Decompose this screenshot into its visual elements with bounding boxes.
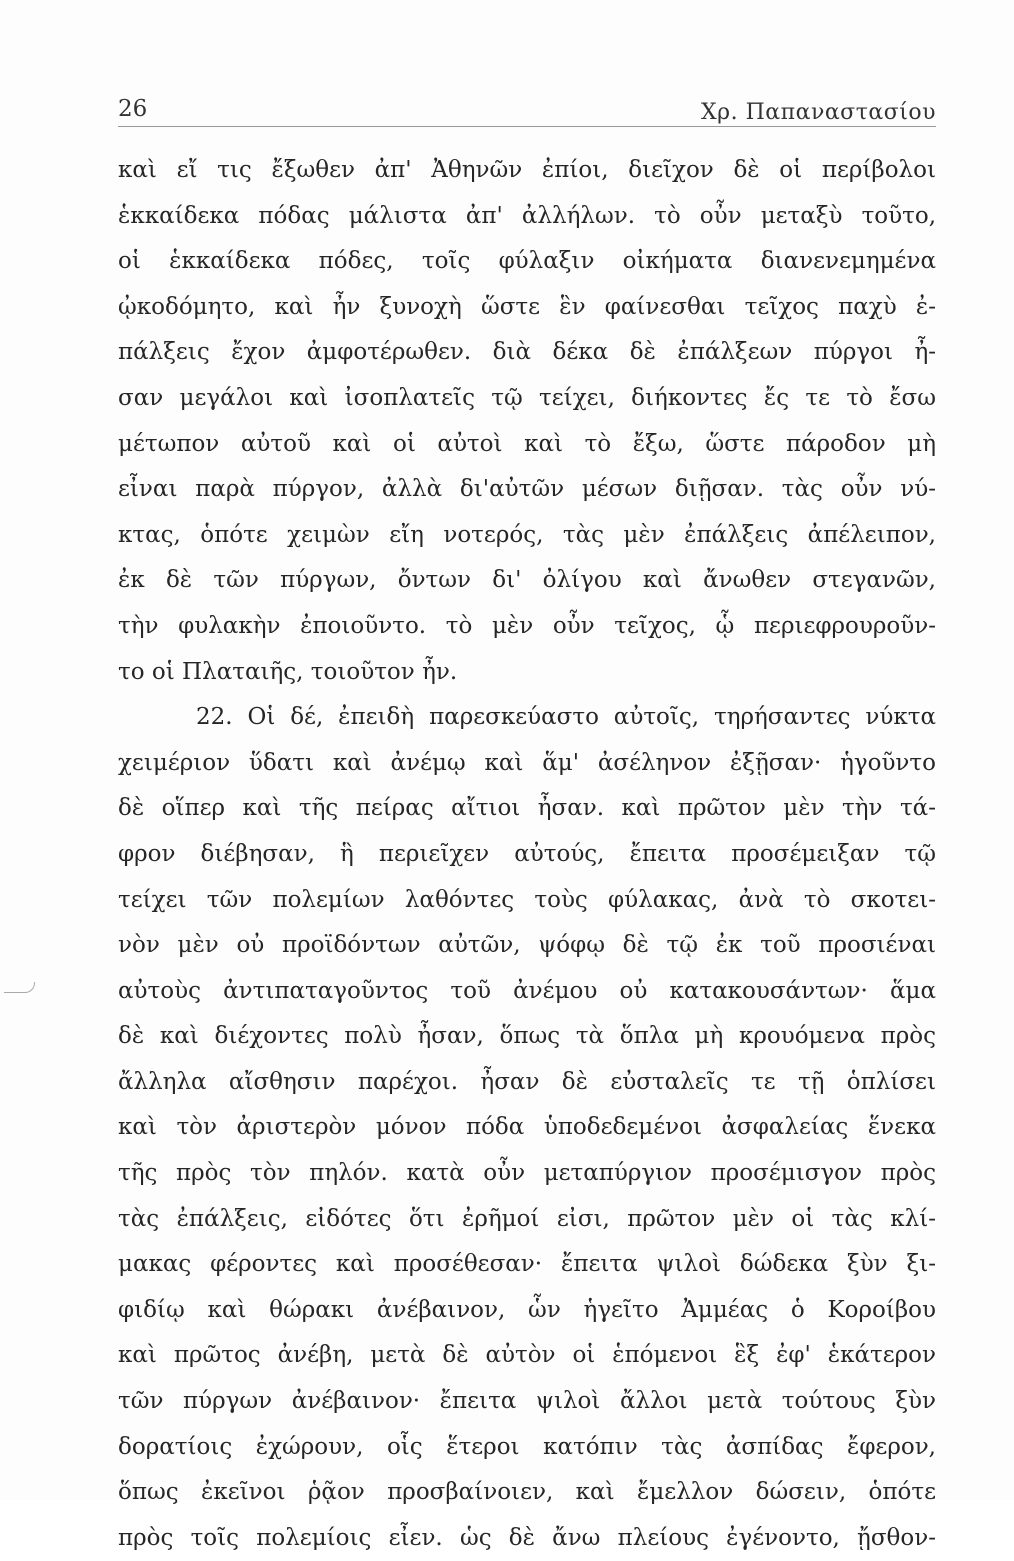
text-line: ἄλληλα αἴσθησιν παρέχοι. ἦσαν δὲ εὐσταλεῖς τε τῇ ὁπλίσει — [118, 1068, 936, 1095]
margin-pencil-mark — [4, 982, 35, 993]
page-number: 26 — [118, 96, 148, 122]
text-line: φιδίῳ καὶ θώρακι ἀνέβαινον, ὧν ἡγεῖτο Ἀμμέας ὁ Κοροίβου — [118, 1296, 936, 1323]
text-line: τὴν φυλακὴν ἐποιοῦντο. τὸ μὲν οὖν τεῖχος, ᾧ περιεφρουροῦν- — [118, 612, 936, 639]
text-line: καὶ τὸν ἀριστερὸν μόνον πόδα ὑποδεδεμένοι ἀσφαλείας ἕνεκα — [118, 1114, 936, 1141]
text-line: μακας φέροντες καὶ προσέθεσαν· ἔπειτα ψιλοὶ δώδεκα ξὺν ξι- — [118, 1251, 936, 1278]
text-line: τῶν πύργων ἀνέβαινον· ἔπειτα ψιλοὶ ἄλλοι μετὰ τούτους ξὺν — [118, 1388, 936, 1415]
text-line: αὐτοὺς ἀντιπαταγοῦντος τοῦ ἀνέμου οὐ κατακουσάντων· ἅμα — [118, 977, 936, 1004]
text-line: τῆς πρὸς τὸν πηλόν. κατὰ οὖν μεταπύργιον προσέμισγον πρὸς — [118, 1160, 936, 1187]
paragraph-2 — [118, 695, 936, 1561]
text-line: μέτωπον αὐτοῦ καὶ οἱ αὐτοὶ καὶ τὸ ἔξω, ὥστε πάροδον μὴ — [118, 430, 936, 457]
text-line: πάλξεις ἔχον ἀμφοτέρωθεν. διὰ δέκα δὲ ἐπάλξεων πύργοι ἦ- — [118, 339, 936, 366]
paragraph-1 — [118, 148, 936, 695]
text-line: καὶ εἴ τις ἔξωθεν ἀπ' Ἀθηνῶν ἐπίοι, διεῖχον δὲ οἱ περίβολοι — [118, 157, 936, 183]
running-head: Χρ. Παπαναστασίου — [701, 100, 936, 125]
text-line: τείχει τῶν πολεμίων λαθόντες τοὺς φύλακας, ἀνὰ τὸ σκοτει- — [118, 886, 936, 913]
text-line: σαν μεγάλοι καὶ ἰσοπλατεῖς τῷ τείχει, διήκοντες ἔς τε τὸ ἔσω — [118, 384, 936, 411]
text-line: οἱ ἑκκαίδεκα πόδες, τοῖς φύλαξιν οἰκήματα διανενεμημένα — [118, 248, 936, 275]
text-line: ᾠκοδόμητο, καὶ ἦν ξυνοχὴ ὥστε ἓν φαίνεσθαι τεῖχος παχὺ ἐ- — [118, 293, 936, 320]
text-line: ὅπως ἐκεῖνοι ῥᾷον προσβαίνοιεν, καὶ ἔμελλον δώσειν, ὁπότε — [118, 1479, 936, 1506]
text-line: ἑκκαίδεκα πόδας μάλιστα ἀπ' ἀλλήλων. τὸ οὖν μεταξὺ τοῦτο, — [118, 202, 936, 229]
text-line: κτας, ὁπότε χειμὼν εἴη νοτερός, τὰς μὲν ἐπάλξεις ἀπέλειπον, — [118, 521, 936, 548]
text-line: χειμέριον ὕδατι καὶ ἀνέμῳ καὶ ἅμ' ἀσέληνον ἐξῇσαν· ἡγοῦντο — [118, 749, 936, 776]
text-line: ἐκ δὲ τῶν πύργων, ὄντων δι' ὀλίγου καὶ ἄνωθεν στεγανῶν, — [118, 567, 936, 594]
text-line: καὶ πρῶτος ἀνέβη, μετὰ δὲ αὐτὸν οἱ ἑπόμενοι ἓξ ἐφ' ἑκάτερον — [118, 1342, 936, 1369]
text-line: νὸν μὲν οὐ προϊδόντων αὐτῶν, ψόφῳ δὲ τῷ ἐκ τοῦ προσιέναι — [118, 932, 936, 959]
text-line: το οἱ Πλαταιῆς, τοιοῦτον ἦν. — [118, 658, 458, 685]
text-line: δὲ οἵπερ καὶ τῆς πείρας αἴτιοι ἦσαν. καὶ πρῶτον μὲν τὴν τά- — [118, 795, 936, 822]
text-line: πρὸς τοῖς πολεμίοις εἶεν. ὡς δὲ ἄνω πλείους ἐγένοντο, ᾔσθον- — [118, 1524, 936, 1551]
text-line: εἶναι παρὰ πύργον, ἀλλὰ δι'αὐτῶν μέσων διῇσαν. τὰς οὖν νύ- — [118, 476, 936, 503]
text-line: δορατίοις ἐχώρουν, οἷς ἕτεροι κατόπιν τὰς ἀσπίδας ἔφερον, — [118, 1433, 936, 1460]
text-line: δὲ καὶ διέχοντες πολὺ ἦσαν, ὅπως τὰ ὅπλα μὴ κρουόμενα πρὸς — [118, 1023, 936, 1050]
body-text — [118, 148, 936, 1561]
text-line: τὰς ἐπάλξεις, εἰδότες ὅτι ἐρῆμοί εἰσι, πρῶτον μὲν οἱ τὰς κλί- — [118, 1205, 936, 1232]
text-line: 22. Οἱ δέ, ἐπειδὴ παρεσκεύαστο αὐτοῖς, τηρήσαντες νύκτα — [196, 704, 936, 731]
text-line: φρον διέβησαν, ἣ περιεῖχεν αὐτούς, ἔπειτα προσέμειξαν τῷ — [118, 840, 936, 867]
header-rule — [118, 126, 936, 127]
